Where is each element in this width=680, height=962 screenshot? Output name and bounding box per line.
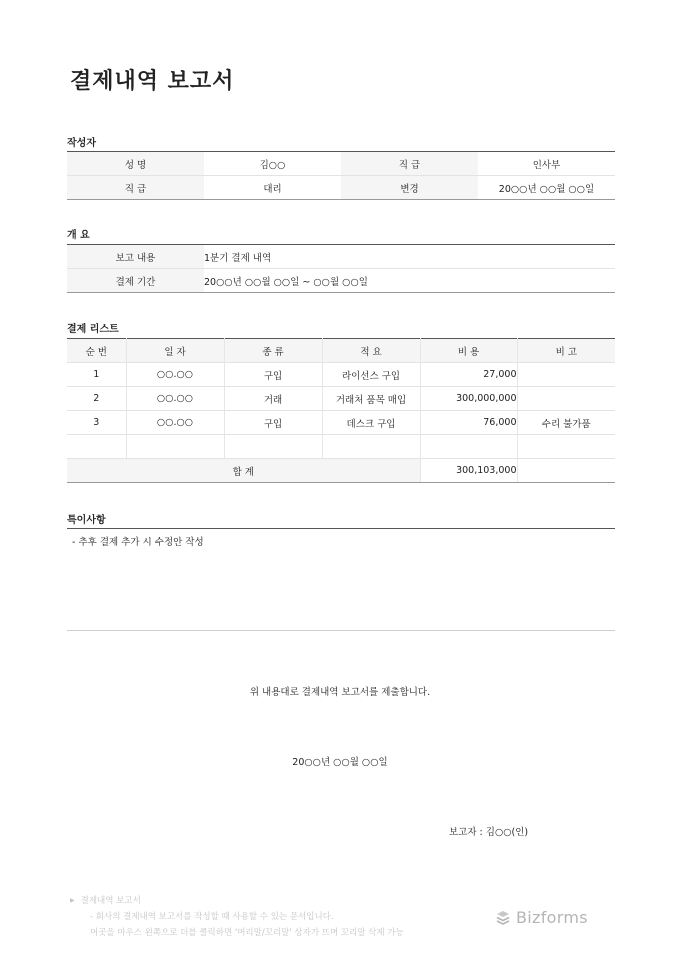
row-type: 구입: [224, 363, 322, 387]
row-remark: [517, 363, 615, 387]
table-row: [67, 363, 615, 387]
row-summary: [322, 435, 420, 459]
row-type: [224, 435, 322, 459]
submission-statement: 위 내용대로 결제내역 보고서를 제출합니다.: [249, 687, 431, 698]
row-date: [126, 435, 224, 459]
row-type: 구입: [224, 411, 322, 435]
notes-bottom-rule: [67, 630, 615, 631]
position-label: 직 급: [341, 152, 478, 176]
footer-title: 결제내역 보고서: [80, 896, 141, 906]
name-label: 성 명: [67, 152, 204, 176]
total-row: [67, 459, 615, 483]
row-cost: 76,000: [420, 411, 517, 435]
col-header: 일 자: [126, 339, 224, 363]
total-label: 합 계: [67, 459, 420, 483]
overview-section-label: 개 요: [67, 230, 90, 241]
payment-list-table: [67, 338, 615, 483]
payment-period-value: 20○○년 ○○월 ○○일 ~ ○○월 ○○일: [204, 269, 615, 293]
notes-text: - 추후 결제 추가 시 수정안 작성: [72, 537, 204, 548]
footer-instruction: 머곳을 마우스 왼쪽으로 더블 클릭하면 '머리말/꼬리말' 상자가 뜨며 꼬리말 삭제 가능: [90, 928, 404, 938]
footer-description: - 회사의 결제내역 보고서를 작성할 때 사용할 수 있는 문서입니다.: [90, 912, 334, 922]
total-value: 300,103,000: [420, 459, 517, 483]
row-cost: 300,000,000: [420, 387, 517, 411]
department-value: 인사부: [478, 152, 615, 176]
col-header: 순 번: [67, 339, 126, 363]
row-remark: [517, 387, 615, 411]
row-date: ○○.○○: [126, 363, 224, 387]
row-number: [67, 435, 126, 459]
row-summary: 거래처 품목 매입: [322, 387, 420, 411]
row-cost: 27,000: [420, 363, 517, 387]
row-summary: 라이선스 구입: [322, 363, 420, 387]
payment-list-section-label: 결제 리스트: [67, 324, 119, 335]
col-header: 종 류: [224, 339, 322, 363]
col-header: 적 요: [322, 339, 420, 363]
footer-note: [70, 893, 404, 941]
overview-row: [67, 245, 615, 269]
table-row: [67, 411, 615, 435]
total-remark: [517, 459, 615, 483]
row-date: ○○.○○: [126, 411, 224, 435]
row-date: ○○.○○: [126, 387, 224, 411]
bizforms-logo: [494, 908, 588, 927]
report-content-value: 1분기 결제 내역: [204, 245, 615, 269]
author-row: [67, 176, 615, 200]
notes-section-label: 특이사항: [67, 515, 106, 526]
table-row: [67, 387, 615, 411]
triangle-bullet-icon: ▶: [70, 897, 75, 904]
author-row: [67, 152, 615, 176]
row-summary: 데스크 구입: [322, 411, 420, 435]
row-type: 거래: [224, 387, 322, 411]
reporter-signature: 보고자 : 김○○(인): [449, 827, 529, 838]
brand-name: Bizforms: [516, 908, 588, 927]
row-number: 2: [67, 387, 126, 411]
payment-period-label: 결제 기간: [67, 269, 204, 293]
submission-date: 20○○년 ○○월 ○○일: [292, 757, 388, 768]
overview-row: [67, 269, 615, 293]
col-header: 비 용: [420, 339, 517, 363]
col-header: 비 고: [517, 339, 615, 363]
row-remark: [517, 435, 615, 459]
row-cost: [420, 435, 517, 459]
row-remark: 수리 불가품: [517, 411, 615, 435]
notes-top-rule: [67, 528, 615, 529]
author-section-label: 작성자: [67, 138, 96, 149]
table-row-empty: [67, 435, 615, 459]
payment-list-header: [67, 339, 615, 363]
report-content-label: 보고 내용: [67, 245, 204, 269]
bizforms-logo-icon: [494, 909, 512, 927]
overview-table: [67, 244, 615, 293]
author-table: [67, 151, 615, 200]
page-title: 결제내역 보고서: [70, 69, 235, 94]
rank-label: 직 급: [67, 176, 204, 200]
name-value: 김○○: [204, 152, 341, 176]
change-date-value: 20○○년 ○○월 ○○일: [478, 176, 615, 200]
row-number: 3: [67, 411, 126, 435]
change-label: 변경: [341, 176, 478, 200]
row-number: 1: [67, 363, 126, 387]
rank-value: 대리: [204, 176, 341, 200]
